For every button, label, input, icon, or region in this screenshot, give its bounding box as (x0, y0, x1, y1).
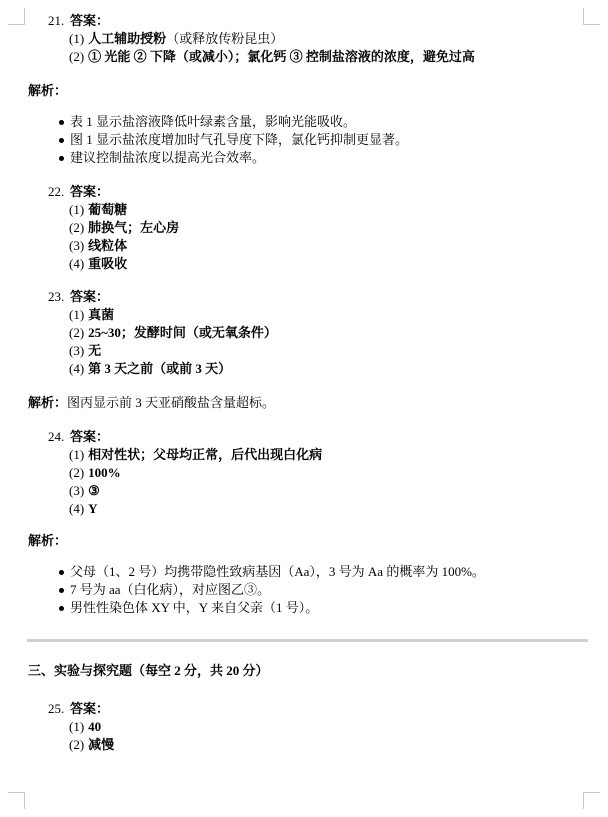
analysis-label: 解析： (28, 83, 68, 98)
question-23 (0, 288, 608, 378)
answer-item: (2) 肺换气；左心房 (69, 220, 180, 235)
answer-item: (2) 25~30；发酵时间（或无氧条件） (69, 325, 277, 340)
list-item: 图 1 显示盐浓度增加时气孔导度下降，氯化钙抑制更显著。 (0, 131, 608, 149)
question-21 (0, 12, 608, 66)
question-number: 25. (48, 701, 65, 716)
question-number: 23. (48, 289, 65, 304)
answer-item: (2) ① 光能 ② 下降（或减小）；氯化钙 ③ 控制盐溶液的浓度，避免过高 (69, 49, 475, 64)
corner-mark-bottom-right (583, 792, 600, 809)
list-item: 表 1 显示盐溶液降低叶绿素含量，影响光能吸收。 (0, 113, 608, 131)
answer-label: 答案： (70, 701, 110, 716)
question-number: 21. (48, 13, 65, 28)
question-number: 24. (48, 429, 65, 444)
section-title: 三、实验与探究题（每空 2 分，共 20 分） (28, 663, 269, 678)
answer-item: (1) 人工辅助授粉（或释放传粉昆虫） (69, 31, 284, 46)
question-number: 22. (48, 184, 65, 199)
answer-item: (4) 第 3 天之前（或前 3 天） (69, 361, 232, 376)
answer-item: (1) 相对性状；父母均正常，后代出现白化病 (69, 447, 323, 462)
answer-label: 答案： (70, 184, 110, 199)
question-24 (0, 428, 608, 518)
answer-label: 答案： (70, 289, 110, 304)
analysis-text: 图丙显示前 3 天亚硝酸盐含量超标。 (67, 395, 276, 410)
list-item: 7 号为 aa（白化病），对应图乙③。 (0, 581, 608, 599)
list-item: 男性性染色体 XY 中，Y 来自父亲（1 号）。 (0, 599, 608, 617)
answer-item: (2) 100% (69, 465, 121, 480)
answer-item: (2) 减慢 (69, 737, 115, 752)
analysis-inline (0, 394, 608, 412)
question-25 (0, 700, 608, 754)
question-22 (0, 183, 608, 273)
analysis-label: 解析： (28, 533, 68, 548)
analysis-list (0, 563, 608, 617)
answer-item: (3) ③ (69, 483, 100, 498)
answer-item: (1) 40 (69, 719, 102, 734)
answer-item: (4) Y (69, 501, 98, 516)
list-item: 建议控制盐浓度以提高光合效率。 (0, 149, 608, 167)
answer-item: (3) 线粒体 (69, 238, 128, 253)
analysis-list (0, 113, 608, 167)
answer-item: (4) 重吸收 (69, 256, 128, 271)
answer-label: 答案： (70, 13, 110, 28)
list-item: 父母（1、2 号）均携带隐性致病基因（Aa），3 号为 Aa 的概率为 100%。 (0, 563, 608, 581)
corner-mark-bottom-left (8, 792, 25, 809)
analysis-label: 解析： (28, 395, 68, 410)
document-body (0, 12, 608, 754)
answer-item: (1) 真菌 (69, 307, 115, 322)
answer-item: (1) 葡萄糖 (69, 202, 128, 217)
answer-item: (3) 无 (69, 343, 102, 358)
answer-label: 答案： (70, 429, 110, 444)
